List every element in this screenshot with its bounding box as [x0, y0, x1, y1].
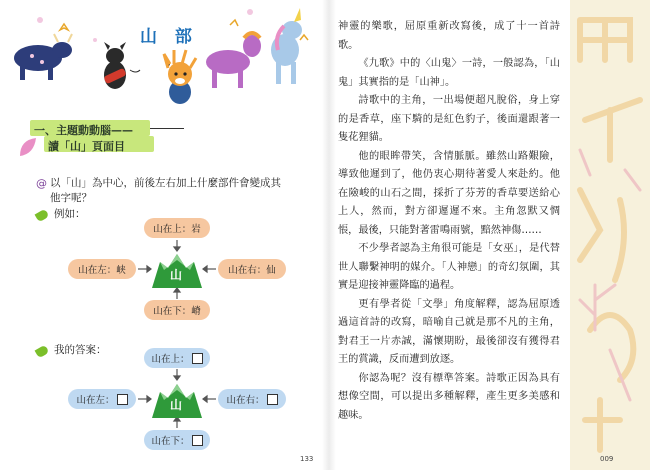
example-label: 例如：	[54, 208, 86, 220]
paragraph-1: 神靈的樂歌，屈原重新改寫後，成了十一首詩歌。	[338, 21, 560, 51]
paragraph-4: 他的眼眸帶笑，含情脈脈。雖然山路艱險，導致他遲到了，他仍衷心期待著愛人來赴約。他在險峻的山石之間，採折了芬芳的香草要送給心上人，然而，對方卻遲遲不來。主角忽默又惆悵，最後，只能對著雷鳴雨號，黯然神傷……	[338, 150, 560, 236]
paragraph-2: 《九歌》中的〈山鬼〉一詩，一般認為，「山鬼」其實指的是「山神」。	[338, 58, 560, 88]
answer-top-blank[interactable]	[192, 353, 203, 364]
answer-left-blank[interactable]	[117, 394, 128, 405]
book-gutter	[322, 0, 336, 470]
paragraph-6: 更有學者從「文學」角度解釋，認為屈原透過這首詩的改寫，暗喻自己就是那不凡的主角，對君王一片赤誠，滿懷期盼，最後卻沒有獲得君王的賞識，反而遭到放逐。	[338, 298, 560, 365]
answer-left-box[interactable]	[68, 389, 136, 409]
spiral-icon: @	[36, 177, 47, 190]
oracle-glyph-decoration	[570, 0, 650, 470]
answer-right-box[interactable]	[218, 389, 286, 409]
section-heading-line1: 一、主題動動腦——	[34, 124, 133, 137]
answer-top-box[interactable]	[144, 348, 210, 368]
right-page-text	[338, 18, 560, 425]
question-text: 以「山」為中心，前後左右加上什麼部件會變成其他字呢？	[50, 177, 281, 204]
answer-bottom-label: 山在下：	[151, 436, 190, 447]
answer-bottom-blank[interactable]	[192, 435, 203, 446]
answer-center-char: 山	[170, 398, 183, 412]
left-page-number: 133	[300, 455, 314, 463]
paragraph-7: 你認為呢？沒有標準答案。詩歌正因為具有想像空間，可以提出多種解釋，產生更多美感和趣味。	[338, 372, 560, 421]
example-bottom-box: 山在下：嵴	[144, 300, 210, 320]
paragraph-5: 不少學者認為主角很可能是「女巫」，是代替世人聯繫神明的媒介。「人神戀」的奇幻氛圍，其實是迎接神靈降臨的過程。	[338, 243, 560, 291]
answer-left-label: 山在左：	[76, 395, 115, 406]
answer-right-blank[interactable]	[267, 394, 278, 405]
example-left-box: 山在左：峡	[68, 259, 136, 279]
right-page-number: 009	[600, 455, 614, 463]
answer-right-label: 山在右：	[226, 395, 265, 406]
example-center-char: 山	[170, 268, 183, 282]
answer-bottom-box[interactable]	[144, 430, 210, 450]
answer-label: 我的答案：	[54, 344, 107, 356]
page-title: 山 部	[140, 27, 198, 47]
paragraph-3: 詩歌中的主角，一出場便超凡脫俗，身上穿的是香草，座下騎的是紅色豹子，後面還跟著一隻花狸貓。	[338, 95, 560, 143]
section-heading-line2: 讀「山」頁面目	[48, 140, 125, 153]
decorative-glyph-strip	[570, 0, 650, 470]
answer-top-label: 山在上：	[151, 354, 190, 365]
example-top-box: 山在上：岩	[144, 218, 210, 238]
example-right-box: 山在右：仙	[218, 259, 286, 279]
